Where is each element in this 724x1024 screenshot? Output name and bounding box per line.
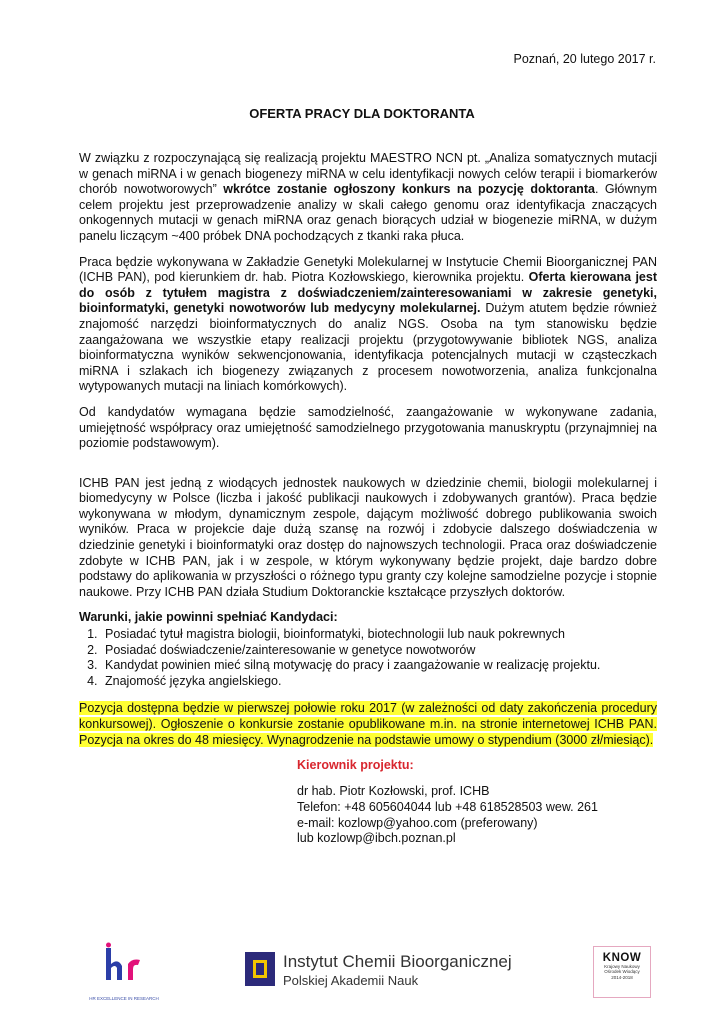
contact-phone: Telefon: +48 605604044 lub +48 618528503 wew. 261: [297, 799, 598, 814]
list-item: 4. Znajomość języka angielskiego.: [101, 674, 657, 690]
list-item: 1. Posiadać tytuł magistra biologii, bioinformatyki, biotechnologii lub nauk pokrewnych: [101, 627, 657, 643]
intro-paragraph: [79, 151, 657, 245]
ichb-name-line2: Polskiej Akademii Nauk: [283, 973, 419, 988]
document-date: Poznań, 20 lutego 2017 r.: [513, 52, 656, 66]
conditions-list: [79, 627, 657, 689]
ichb-name-line1: Instytut Chemii Bioorganicznej: [283, 952, 512, 971]
contact-block: [297, 758, 657, 847]
hr-excellence-logo: [84, 942, 164, 1004]
contact-email: e-mail: kozlowp@yahoo.com (preferowany): [297, 815, 538, 830]
workplace-paragraph: [79, 255, 657, 395]
intro-text-cont: . Głównym celem projektu jest przeprowadzenie analizy w skali całego genomu oraz identyfikacja znaczących onkogennych mutacji w genach miRNA oraz genach biorących udział w biogenezie miRNA, w dużym panelu liczącym ~400 próbek DNA pochodzących z tkanki raka płuca.: [79, 182, 657, 243]
hr-logo-text: HR EXCELLENCE IN RESEARCH: [89, 996, 159, 1001]
know-title: KNOW: [602, 952, 642, 964]
list-item: 3. Kandydat powinien mieć silną motywację do pracy i zaangażowanie w realizację projektu.: [101, 658, 657, 674]
intro-bold: wkrótce zostanie ogłoszony konkurs na pozycję doktoranta: [216, 182, 595, 197]
contact-heading: Kierownik projektu:: [297, 758, 414, 773]
list-item: 2. Posiadać doświadczenie/zainteresowanie w genetyce nowotworów: [101, 643, 657, 659]
know-years: 2014-2018: [611, 974, 633, 980]
conditions-heading: Warunki, jakie powinni spełniać Kandydaci:: [79, 610, 338, 625]
ichb-mark-icon: [245, 952, 275, 986]
know-line2: Ośrodek Wiodący: [604, 969, 640, 975]
workplace-bold: Oferta kierowana jest do osób z tytułem magistra z doświadczeniem/zainteresowaniami w zakresie genetyki, bioinformatyki, genetyki nowotworów lub medycyny molekularnej.: [79, 270, 657, 316]
document-body: [79, 151, 657, 847]
requirements-paragraph: Od kandydatów wymagana będzie samodzielność, zaangażowanie w wykonywane zadania, umiejętność współpracy oraz umiejętność samodzielnego przygotowania manuskryptu (przynajmniej na poziomie podstawowym).: [79, 404, 657, 451]
document-title: OFERTA PRACY DLA DOKTORANTA: [249, 106, 475, 121]
contact-name: dr hab. Piotr Kozłowski, prof. ICHB: [297, 783, 490, 798]
hr-logo-icon: [84, 942, 164, 994]
footer-logos: [0, 938, 724, 1008]
know-logo: [593, 946, 651, 998]
ichb-logo: [245, 952, 545, 992]
contact-email-alt: lub kozlowp@ibch.poznan.pl: [297, 831, 456, 846]
institute-paragraph: ICHB PAN jest jedną z wiodących jednostek naukowych w dziedzinie chemii, biologii molekularnej i biomedycyny w Polsce (liczba i jakość publikacji naukowych i zdobywanych grantów). Praca będzie wykonywana w młodym, dynamicznym zespole, dającym możliwość dobrego publikowania swoich wyników. Praca w projekcie daje dużą szansę na rozwój i zdobycie dalszego doświadczenia w dziedzinie genetyki i bioinformatyki oraz dostęp do najnowszych technologii. Praca oraz doświadczenie zdobyte w ICHB PAN, jak i w zespole, w którym wykonywany będzie projekt, daje bardzo dobre podstawy do aplikowania w przyszłości o różnego typu granty czy kolejne samodzielne pozycje i stopnie naukowe. Przy ICHB PAN działa Studium Doktoranckie kształcące przyszłych doktorów.: [79, 475, 657, 599]
workplace-text-cont: Dużym atutem będzie również znajomość narzędzi bioinformatycznych do analiz NGS. Osoba na tym stanowisku będzie zaangażowana we wszystkie etapy realizacji projektu (przygotowywanie bibliotek NGS, analiza bioinformatyczna wyników sekwencjonowania, identyfikacja potencjalnych mutacji w cząsteczkach miRNA i szlakach ich biogenezy związanych z procesem nowotworzenia, analiza funkcjonalna wytypowanych mutacji na liniach komórkowych).: [79, 301, 657, 394]
position-details-paragraph: [79, 701, 657, 748]
highlighted-text: Pozycja dostępna będzie w pierwszej połowie roku 2017 (w zależności od daty zakończenia procedury konkursowej). Ogłoszenie o konkursie zostanie opublikowane m.in. na stronie internetowej ICHB PAN. Pozycja na okres do 48 miesięcy. Wynagrodzenie na podstawie umowy o stypendium (3000 zł/miesiąc).: [79, 701, 657, 747]
workplace-text: Praca będzie wykonywana w Zakładzie Genetyki Molekularnej w Instytucie Chemii Bioorganicznej PAN (ICHB PAN), pod kierunkiem dr. hab. Piotra Kozłowskiego, kierownika projektu.: [79, 254, 657, 285]
know-line1: Krajowy Naukowy: [604, 964, 640, 969]
intro-text: W związku z rozpoczynającą się realizacją projektu MAESTRO NCN pt. „Analiza somatycznych mutacji w genach miRNA i w genach biogenezy miRNA w celu identyfikacji nowych celów terapii i biomarkerów chorób nowotworowych”: [79, 151, 657, 197]
